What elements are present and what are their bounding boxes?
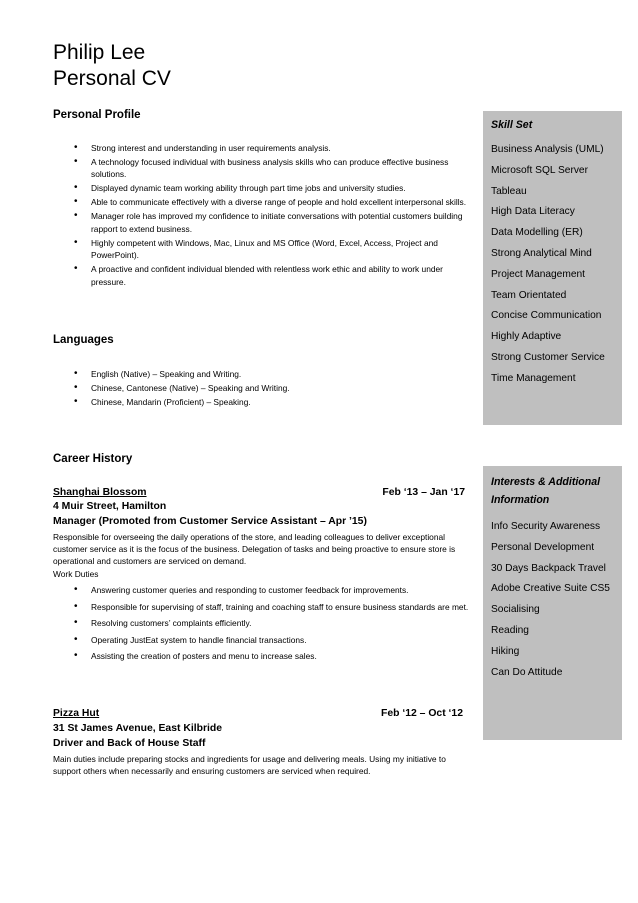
cv-header [53, 40, 171, 92]
language-item: • Chinese, Cantonese (Native) – Speaking and Writing. [53, 382, 473, 395]
skill-item: Strong Customer Service [491, 351, 605, 363]
skill-item: High Data Literacy [491, 206, 575, 218]
job-address: 4 Muir Street, Hamilton [53, 501, 167, 512]
profile-item: • A proactive and confident individual blended with relentless work ethic and ability to work under pressure. [53, 263, 478, 288]
language-item: • Chinese, Mandarin (Proficient) – Speaking. [53, 396, 473, 409]
job-role: Manager (Promoted from Customer Service Assistant – Apr ’15) [53, 516, 367, 527]
skill-item: Concise Communication [491, 310, 602, 322]
work-duties-list [53, 583, 478, 666]
document-subtitle: Personal CV [53, 67, 171, 90]
profile-item: • Displayed dynamic team working ability through part time jobs and university studies. [53, 182, 478, 195]
interest-item: Can Do Attitude [491, 666, 563, 678]
skill-item: Highly Adaptive [491, 331, 562, 343]
job-company: Pizza Hut [53, 708, 100, 719]
career-history-heading: Career History [53, 453, 133, 465]
profile-item: • Manager role has improved my confidence to initiate conversations with potential customers building rapport to extend business. [53, 210, 478, 235]
job-header [53, 707, 463, 720]
skill-item: Microsoft SQL Server [491, 164, 588, 176]
job-role: Driver and Back of House Staff [53, 738, 206, 749]
work-duties-label: Work Duties [53, 569, 99, 579]
duty-item: • Resolving customers’ complaints efficiently. [53, 616, 478, 631]
skill-set-panel [483, 111, 622, 425]
interest-item: Socialising [491, 604, 540, 616]
languages-list [53, 368, 473, 410]
interest-item: Adobe Creative Suite CS5 [491, 583, 610, 595]
interests-panel [483, 466, 622, 740]
skill-item: Strong Analytical Mind [491, 247, 592, 259]
skill-set-heading: Skill Set [491, 119, 533, 131]
languages-heading: Languages [53, 334, 114, 346]
personal-profile-heading: Personal Profile [53, 109, 141, 121]
job-dates: Feb ‘12 – Oct ‘12 [380, 708, 463, 719]
person-name: Philip Lee [53, 41, 146, 64]
job-header [53, 486, 465, 499]
profile-item: • Strong interest and understanding in user requirements analysis. [53, 142, 478, 155]
interest-item: Hiking [491, 645, 520, 657]
duty-item: • Responsible for supervising of staff, training and coaching staff to ensure business standards are met. [53, 600, 478, 615]
personal-profile-list [53, 142, 478, 290]
profile-item: • A technology focused individual with business analysis skills who can produce effective business solutions. [53, 156, 478, 181]
duty-item: • Answering customer queries and responding to customer feedback for improvements. [53, 583, 478, 598]
job-dates: Feb ‘13 – Jan ‘17 [382, 487, 465, 498]
job-address: 31 St James Avenue, East Kilbride [53, 723, 223, 734]
interest-item: Reading [491, 624, 529, 636]
interest-item: 30 Days Backpack Travel [491, 562, 606, 574]
job-company: Shanghai Blossom [53, 487, 147, 498]
skill-item: Data Modelling (ER) [491, 227, 583, 239]
job-description: Main duties include preparing stocks and ingredients for usage and delivering meals. Using my initiative to support others when necessarily and ensuring customers are serviced when required. [53, 754, 446, 776]
duty-item: • Operating JustEat system to handle financial transactions. [53, 633, 478, 648]
duty-item: • Assisting the creation of posters and menu to increase sales. [53, 649, 478, 664]
skill-item: Business Analysis (UML) [491, 144, 604, 155]
interest-item: Personal Development [491, 541, 595, 553]
profile-item: • Able to communicate effectively with a diverse range of people and hold excellent interpersonal skills. [53, 196, 478, 209]
language-item: • English (Native) – Speaking and Writing. [53, 368, 473, 381]
skill-item: Tableau [491, 185, 527, 197]
skill-item: Time Management [491, 372, 576, 384]
interest-item: Info Security Awareness [491, 521, 601, 532]
interests-heading: Interests & Additional Information [491, 476, 601, 506]
profile-item: • Highly competent with Windows, Mac, Linux and MS Office (Word, Excel, Access, Project and PowerPoint). [53, 237, 478, 262]
skill-item: Team Orientated [491, 289, 567, 301]
job-description: Responsible for overseeing the daily operations of the store, and leading colleagues to deliver exceptional customer service as it is the focus of the business. Delegation of tasks and being proactive to ensure store is operational and customers are serviced on demand. [53, 532, 456, 566]
skill-item: Project Management [491, 268, 586, 280]
